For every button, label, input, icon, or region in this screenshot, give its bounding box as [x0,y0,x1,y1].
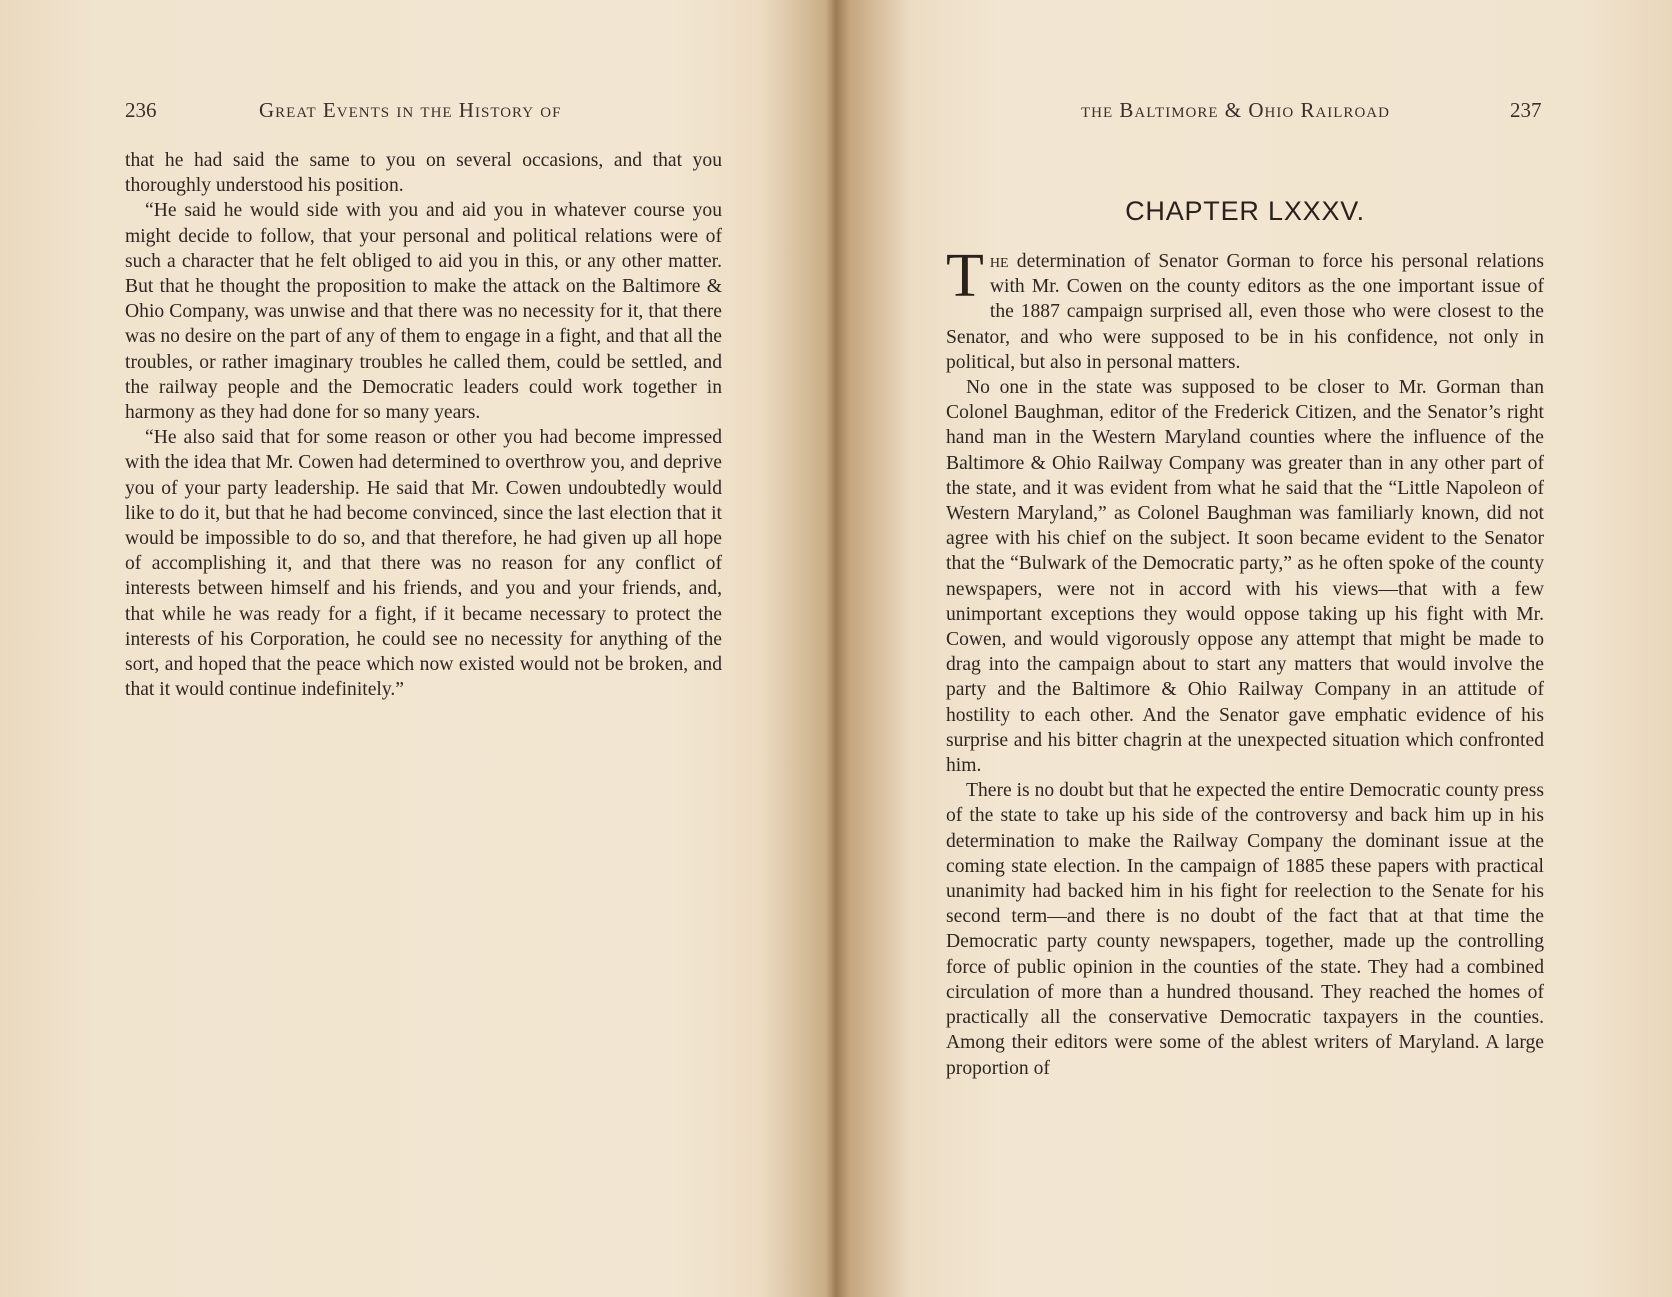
page-number: 237 [1510,98,1542,122]
paragraph-text: determination of Senator Gorman to force his personal relations with Mr. Cowen on the county editors as the one important issue of the 1887 campaign surprised all, even those who were closest to the Senator, and who were supposed to be in his confidence, not only in political, but also in personal matters. [946,251,1544,373]
body-text [125,148,722,702]
first-word-rest: he [989,251,1009,272]
paragraph: that he had said the same to you on several occasions, and that you thoroughly understood his position. [125,150,722,197]
paragraph: “He said he would side with you and aid you in whatever course you might decide to follow, that your personal and political relations were of such a character that he felt obliged to aid you in this, or any other matter. But that he thought the proposition to make the attack on the Baltimore & Ohio Company, was unwise and that there was no necessity for it, that there was no desire on the part of any of them to engage in a fight, and that all the troubles, or rather imaginary troubles he called them, could be settled, and the railway people and the Democratic leaders could work together in harmony as they had done for so many years. [125,200,722,424]
paragraph: “He also said that for some reason or other you had become impressed with the idea that Mr. Cowen had determined to overthrow you, and deprive you of your party leadership. He said that Mr. Cowen undoubtedly would like to do it, but that he had become convinced, since the last election that it would be impossible to do so, and that therefore, he had given up all hope of accomplishing it, and that there was no reason for any conflict of interests between himself and his friends, and you and your friends, and, that while he was ready for a fight, if it became necessary to protect the interests of his Corporation, he could see no necessity for anything of the sort, and hoped that the peace which now existed would not be broken, and that it would continue indefinitely.” [125,427,722,701]
paragraph: There is no doubt but that he expected the entire Democratic county press of the state to take up his side of the controversy and back him up in his determination to make the Railway Company the dominant issue at the coming state election. In the campaign of 1885 these papers with practical unanimity had backed him in his fight for reelection to the Senate for his second term—and there is no doubt of the fact that at that time the Democratic party county newspapers, together, made up the controlling force of public opinion in the counties of the state. They had a combined circulation of more than a hundred thousand. They reached the homes of practically all the conservative Democratic taxpayers in the counties. Among their editors were some of the ablest writers of Maryland. A large proportion of [946,780,1544,1079]
left-page [0,0,834,1297]
body-text [946,242,1544,1081]
drop-cap: T [946,242,984,310]
running-title: the Baltimore & Ohio Railroad [1081,98,1390,122]
page-number: 236 [125,98,157,122]
running-title: Great Events in the History of [259,98,562,122]
paragraph: No one in the state was supposed to be closer to Mr. Gorman than Colonel Baughman, editor of the Frederick Citizen, and the Senator’s right hand man in the Western Maryland counties where the influence of the Baltimore & Ohio Railway Company was greater than in any other part of the state, and it was evident from what he said that the “Little Napoleon of Western Maryland,” as Colonel Baughman was familiarly known, did not agree with his chief on the subject. It soon became evident to the Senator that the “Bulwark of the Democratic party,” as he often spoke of the county newspapers, were not in accord with his views—that with a few unimportant exceptions they would oppose taking up his fight with Mr. Cowen, and would vigorously oppose any attempt that might be made to drag into the campaign about to start any matters that would involve the party and the Baltimore & Ohio Railway Company in an attitude of hostility to each other. And the Senator gave emphatic evidence of his surprise and his bitter chagrin at the unexpected situation which confronted him. [946,377,1544,777]
right-page [836,0,1672,1297]
paragraph [946,242,1544,375]
chapter-title: CHAPTER LXXXV. [1125,196,1365,226]
